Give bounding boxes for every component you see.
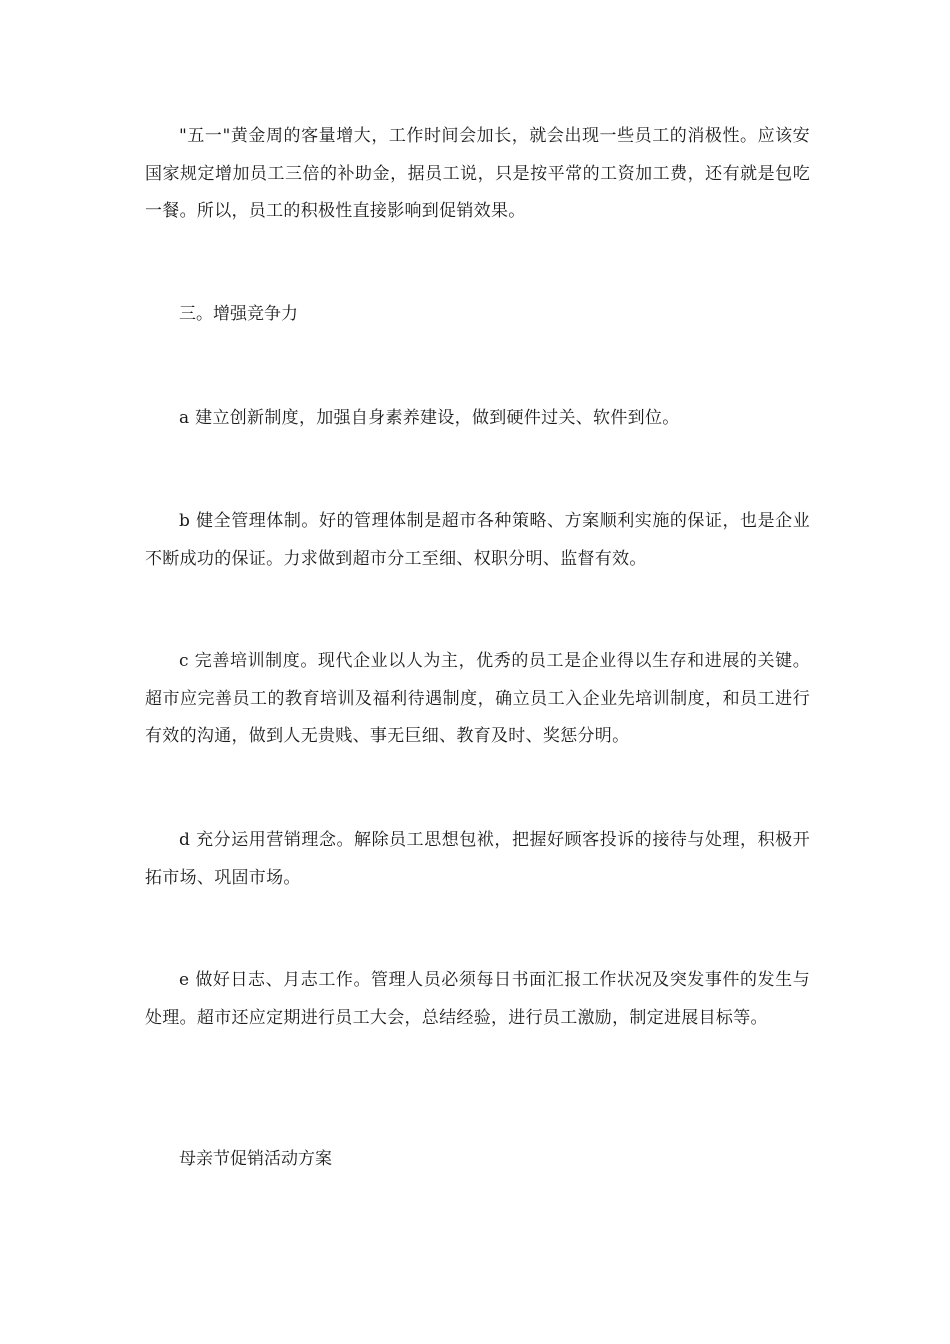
paragraph-item-a: a 建立创新制度，加强自身素养建设，做到硬件过关、软件到位。: [179, 408, 680, 428]
paragraph-staff-morale: "五一"黄金周的客量增大，工作时间会加长，就会出现一些员工的消极性。应该安国家规定增加员工三倍的补助金，据员工说，只是按平常的工资加工费，还有就是包吃一餐。所以，员工的积极性直接影响到促销效果。: [145, 126, 810, 221]
section-heading-competitiveness: 三。增强竞争力: [179, 304, 298, 324]
paragraph-item-c: c 完善培训制度。现代企业以人为主，优秀的员工是企业得以生存和进展的关键。超市应完善员工的教育培训及福利待遇制度，确立员工入企业先培训制度，和员工进行有效的沟通，做到人无贵贱、事无巨细、教育及时、奖惩分明。: [145, 651, 810, 746]
paragraph-item-e: e 做好日志、月志工作。管理人员必须每日书面汇报工作状况及突发事件的发生与处理。超市还应定期进行员工大会，总结经验，进行员工激励，制定进展目标等。: [145, 970, 810, 1028]
next-section-title: 母亲节促销活动方案: [179, 1149, 332, 1169]
paragraph-item-b: b 健全管理体制。好的管理体制是超市各种策略、方案顺利实施的保证，也是企业不断成功的保证。力求做到超市分工至细、权职分明、监督有效。: [145, 511, 810, 569]
paragraph-item-d: d 充分运用营销理念。解除员工思想包袱，把握好顾客投诉的接待与处理，积极开拓市场、巩固市场。: [145, 830, 810, 888]
